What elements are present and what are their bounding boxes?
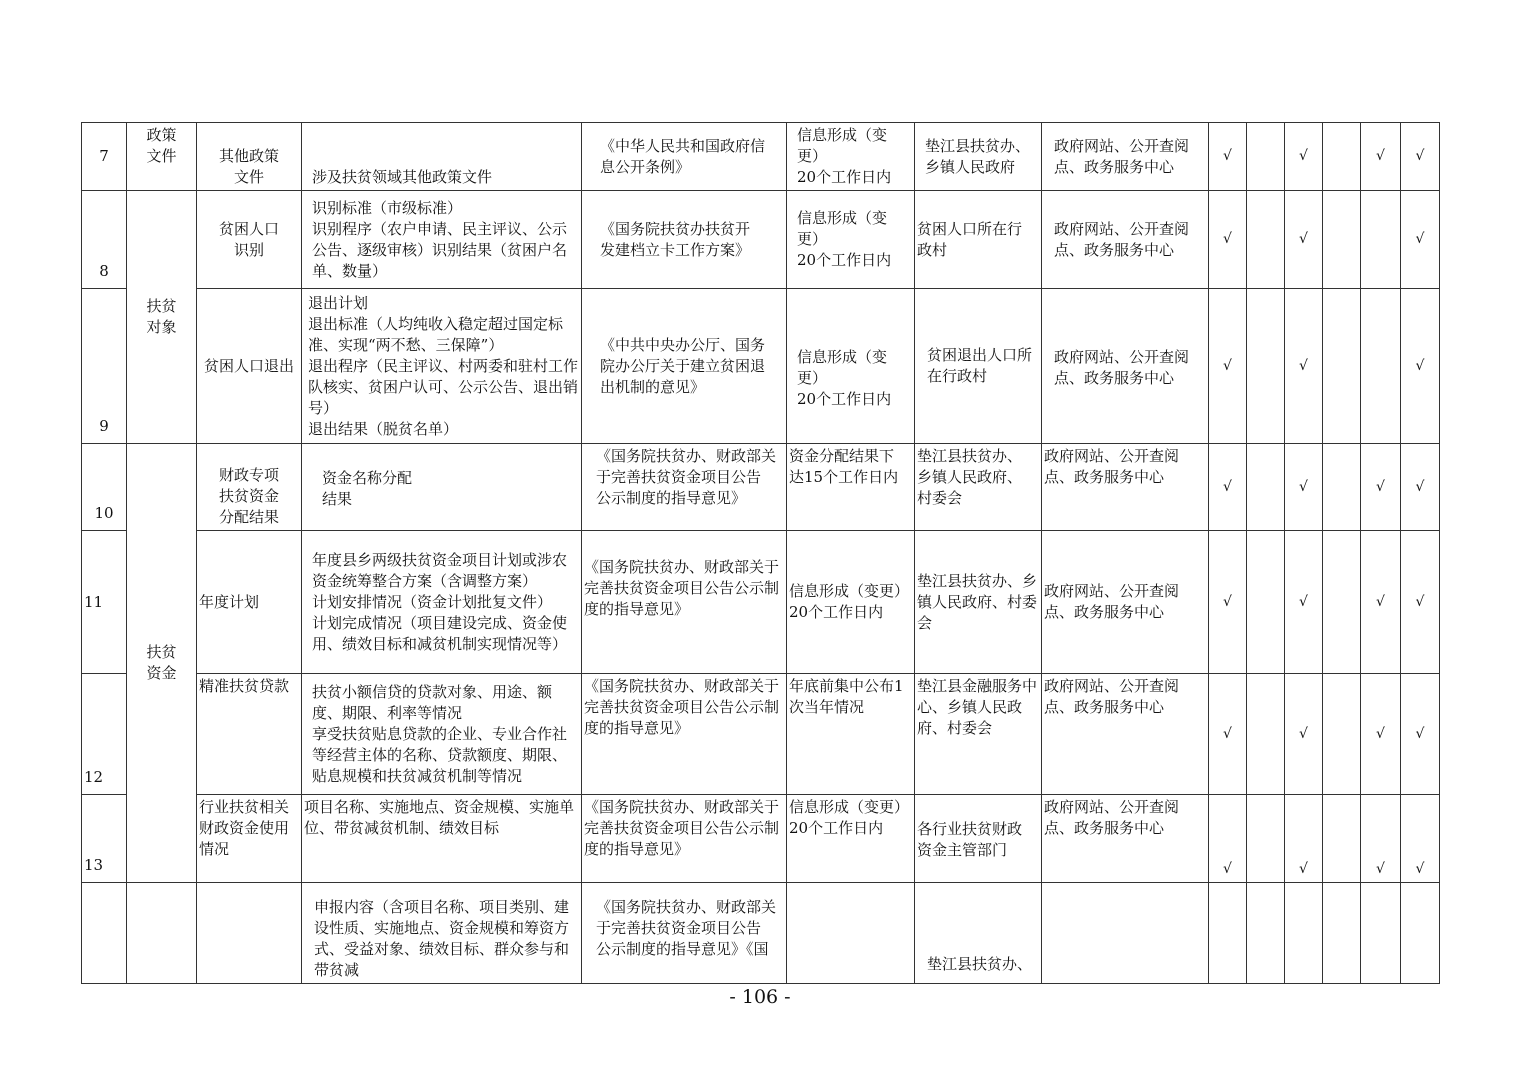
check-cell: √ (1209, 795, 1247, 883)
check-cell (1323, 531, 1361, 674)
basis-cell: 《国务院扶贫办、财政部关于完善扶贫资金项目公告公示制度的指导意见》 (582, 674, 787, 795)
subject-cell: 各行业扶贫财政 资金主管部门 (915, 795, 1042, 883)
content-cell: 识别标准（市级标准） 识别程序（农户申请、民主评议、公示公告、逐级审核）识别结果（贫困户名单、数量） (302, 191, 582, 289)
check-cell: √ (1209, 123, 1247, 191)
time-cell: 资金分配结果下 达15个工作日内 (787, 444, 915, 531)
table-row (82, 289, 1440, 444)
content-cell: 年度县乡两级扶贫资金项目计划或涉农资金统筹整合方案（含调整方案） 计划安排情况（资金计划批复文件） 计划完成情况（项目建设完成、资金使用、绩效目标和减贫机制实现情况等） (302, 531, 582, 674)
check-cell: √ (1361, 123, 1401, 191)
check-cell: √ (1401, 289, 1440, 444)
check-cell (1323, 191, 1361, 289)
check-cell: √ (1401, 191, 1440, 289)
basis-cell: 《中共中央办公厅、国务 院办公厅关于建立贫困退 出机制的意见》 (582, 289, 787, 444)
time-cell: 信息形成（变更） 20个工作日内 (787, 795, 915, 883)
check-cell (1323, 444, 1361, 531)
table-row (82, 883, 1440, 984)
check-cell: √ (1361, 674, 1401, 795)
basis-cell: 《国务院扶贫办、财政部关于完善扶贫资金项目公告公示制度的指导意见》 (582, 531, 787, 674)
item-cell: 年度计划 (197, 531, 302, 674)
item-cell (197, 883, 302, 984)
check-cell (1247, 123, 1285, 191)
channel-cell: 政府网站、公开查阅 点、政务服务中心 (1042, 444, 1209, 531)
subject-cell: 垫江县金融服务中心、乡镇人民政府、村委会 (915, 674, 1042, 795)
time-cell: 信息形成（变更） 20个工作日内 (787, 531, 915, 674)
check-cell (1323, 123, 1361, 191)
check-cell: √ (1285, 674, 1323, 795)
check-cell (1401, 883, 1440, 984)
check-cell (1209, 883, 1247, 984)
subject-cell: 垫江县扶贫办、 (915, 883, 1042, 984)
check-cell (1247, 444, 1285, 531)
category-cell: 政策 文件 (127, 123, 197, 191)
item-cell: 其他政策 文件 (197, 123, 302, 191)
check-cell (1247, 674, 1285, 795)
content-cell: 资金名称分配 结果 (302, 444, 582, 531)
check-cell: √ (1209, 444, 1247, 531)
check-cell: √ (1285, 531, 1323, 674)
check-cell: √ (1209, 674, 1247, 795)
time-cell: 年底前集中公布1次当年情况 (787, 674, 915, 795)
check-cell (1247, 289, 1285, 444)
category-cell (127, 883, 197, 984)
basis-cell: 《中华人民共和国政府信 息公开条例》 (582, 123, 787, 191)
check-cell: √ (1285, 795, 1323, 883)
row-number: 8 (82, 191, 127, 289)
category-cell: 扶贫 资金 (127, 444, 197, 883)
check-cell: √ (1361, 444, 1401, 531)
category-cell: 扶贫 对象 (127, 191, 197, 444)
check-cell: √ (1285, 444, 1323, 531)
item-cell: 精准扶贫贷款 (197, 674, 302, 795)
check-cell (1323, 883, 1361, 984)
content-cell: 涉及扶贫领域其他政策文件 (302, 123, 582, 191)
channel-cell: 政府网站、公开查阅 点、政务服务中心 (1042, 191, 1209, 289)
subject-cell: 垫江县扶贫办、 乡镇人民政府 (915, 123, 1042, 191)
check-cell (1361, 883, 1401, 984)
row-number: 7 (82, 123, 127, 191)
table-row (82, 531, 1440, 674)
channel-cell: 政府网站、公开查阅点、政务服务中心 (1042, 674, 1209, 795)
check-cell: √ (1401, 123, 1440, 191)
check-cell (1247, 191, 1285, 289)
check-cell (1247, 531, 1285, 674)
check-cell (1247, 883, 1285, 984)
item-cell: 财政专项 扶贫资金 分配结果 (197, 444, 302, 531)
content-cell: 扶贫小额信贷的贷款对象、用途、额度、期限、利率等情况 享受扶贫贴息贷款的企业、专业合作社等经营主体的名称、贷款额度、期限、贴息规模和扶贫减贫机制等情况 (302, 674, 582, 795)
item-cell: 贫困人口 识别 (197, 191, 302, 289)
check-cell (1361, 191, 1401, 289)
subject-cell: 贫困人口所在行 政村 (915, 191, 1042, 289)
channel-cell: 政府网站、公开查阅 点、政务服务中心 (1042, 289, 1209, 444)
basis-cell: 《国务院扶贫办、财政部关 于完善扶贫资金项目公告 公示制度的指导意见》《国 (582, 883, 787, 984)
check-cell: √ (1209, 289, 1247, 444)
check-cell (1361, 289, 1401, 444)
row-number (82, 883, 127, 984)
content-cell: 项目名称、实施地点、资金规模、实施单位、带贫减贫机制、绩效目标 (302, 795, 582, 883)
channel-cell: 政府网站、公开查阅 点、政务服务中心 (1042, 123, 1209, 191)
subject-cell: 垫江县扶贫办、 乡镇人民政府、 村委会 (915, 444, 1042, 531)
check-cell (1323, 289, 1361, 444)
check-cell: √ (1401, 674, 1440, 795)
basis-cell: 《国务院扶贫办、财政部关 于完善扶贫资金项目公告 公示制度的指导意见》 (582, 444, 787, 531)
check-cell: √ (1285, 123, 1323, 191)
page-number: - 106 - (729, 986, 791, 1008)
check-cell (1323, 674, 1361, 795)
row-number: 12 (82, 674, 127, 795)
check-cell (1247, 795, 1285, 883)
basis-cell: 《国务院扶贫办扶贫开 发建档立卡工作方案》 (582, 191, 787, 289)
content-cell: 申报内容（含项目名称、项目类别、建设性质、实施地点、资金规模和筹资方式、受益对象、绩效目标、群众参与和带贫减 (302, 883, 582, 984)
check-cell: √ (1209, 531, 1247, 674)
row-number: 10 (82, 444, 127, 531)
check-cell: √ (1285, 289, 1323, 444)
item-cell: 行业扶贫相关财政资金使用情况 (197, 795, 302, 883)
channel-cell: 政府网站、公开查阅点、政务服务中心 (1042, 531, 1209, 674)
item-cell: 贫困人口退出 (197, 289, 302, 444)
channel-cell (1042, 883, 1209, 984)
table-row (82, 674, 1440, 795)
check-cell: √ (1361, 795, 1401, 883)
check-cell (1285, 883, 1323, 984)
table-row (82, 444, 1440, 531)
row-number: 13 (82, 795, 127, 883)
check-cell: √ (1401, 444, 1440, 531)
subject-cell: 贫困退出人口所 在行政村 (915, 289, 1042, 444)
check-cell: √ (1209, 191, 1247, 289)
check-cell: √ (1401, 531, 1440, 674)
subject-cell: 垫江县扶贫办、乡镇人民政府、村委会 (915, 531, 1042, 674)
content-cell: 退出计划 退出标准（人均纯收入稳定超过国定标准、实现“两不愁、三保障”） 退出程序（民主评议、村两委和驻村工作队核实、贫困户认可、公示公告、退出销号） 退出结果（脱贫名单） (302, 289, 582, 444)
basis-cell: 《国务院扶贫办、财政部关于完善扶贫资金项目公告公示制度的指导意见》 (582, 795, 787, 883)
table-row (82, 191, 1440, 289)
table-row (82, 795, 1440, 883)
table-row (82, 123, 1440, 191)
row-number: 9 (82, 289, 127, 444)
check-cell: √ (1285, 191, 1323, 289)
time-cell: 信息形成（变更） 20个工作日内 (787, 123, 915, 191)
disclosure-table (81, 122, 1440, 984)
row-number: 11 (82, 531, 127, 674)
time-cell: 信息形成（变更） 20个工作日内 (787, 191, 915, 289)
channel-cell: 政府网站、公开查阅点、政务服务中心 (1042, 795, 1209, 883)
check-cell (1323, 795, 1361, 883)
check-cell: √ (1361, 531, 1401, 674)
check-cell: √ (1401, 795, 1440, 883)
time-cell (787, 883, 915, 984)
time-cell: 信息形成（变更） 20个工作日内 (787, 289, 915, 444)
